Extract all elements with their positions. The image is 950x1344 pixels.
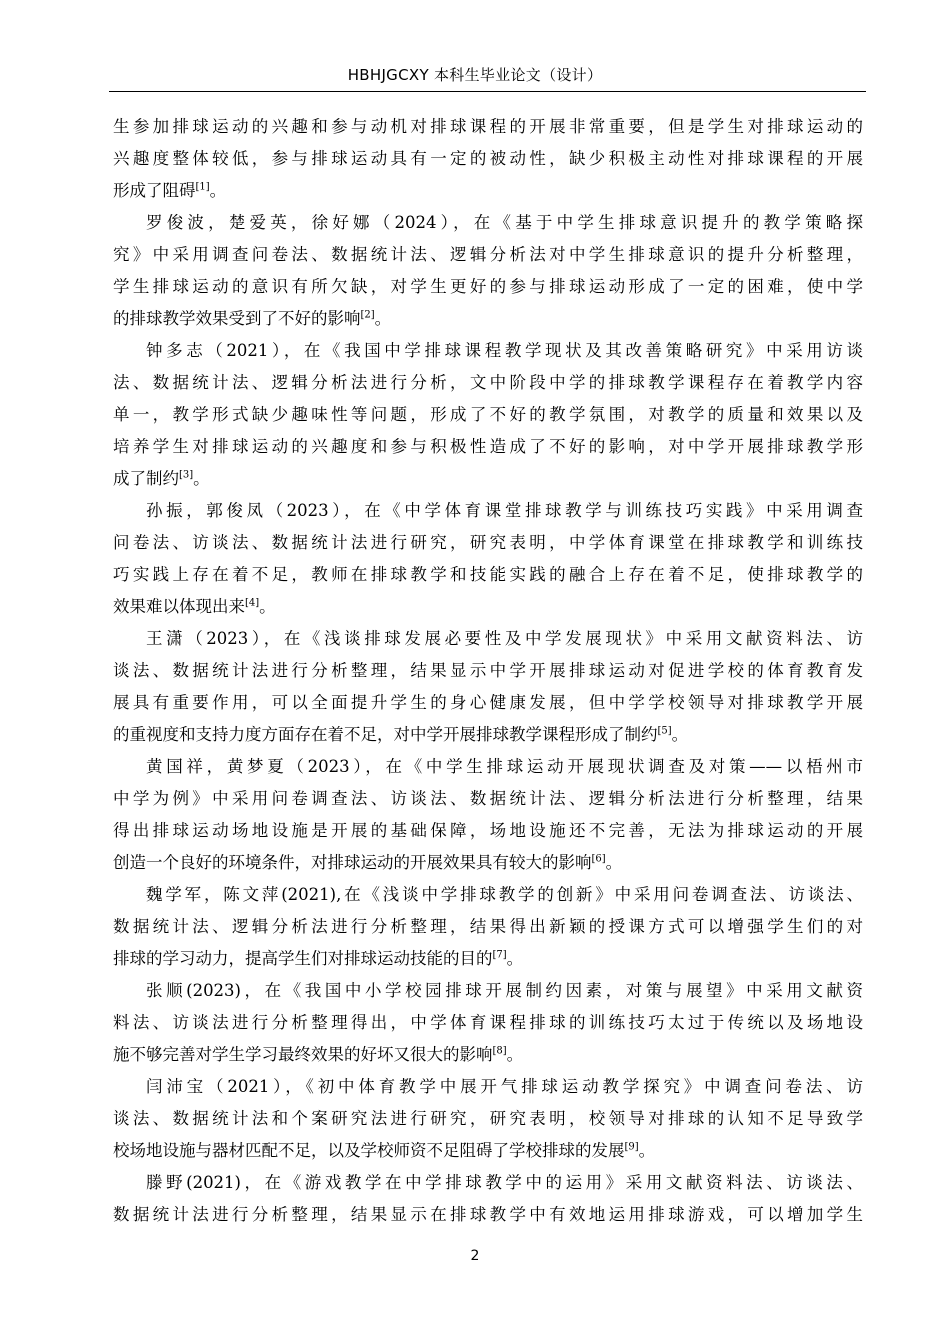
text-line: [113, 847, 863, 879]
text-line: [113, 111, 863, 143]
line-text: 得出排球运动场地设施是开展的基础保障，场地设施还不完善，无法为排球运动的开展: [113, 821, 863, 840]
text-line: [113, 303, 863, 335]
line-text: 王潇（2023），在《浅谈排球发展必要性及中学发展现状》中采用文献资料法、访: [146, 629, 863, 648]
line-end-punct: 。: [605, 853, 623, 872]
line-text: 效果难以体现出来: [113, 597, 245, 616]
citation-ref: [1]: [195, 181, 210, 193]
text-line: [113, 495, 863, 527]
text-line: [113, 1135, 863, 1167]
text-line: [113, 591, 863, 623]
line-text: 的排球教学效果受到了不好的影响: [113, 309, 361, 328]
text-line: [113, 783, 863, 815]
line-text: 校场地设施与器材匹配不足，以及学校师资不足阻碍了学校排球的发展: [113, 1141, 625, 1160]
line-text: 数据统计法进行分析整理，结果显示在排球教学中有效地运用排球游戏，可以增加学生: [113, 1205, 863, 1224]
line-text: 的重视度和支持力度方面存在着不足，对中学开展排球教学课程形成了制约: [113, 725, 658, 744]
paragraph: [113, 207, 863, 335]
page-header: HBHJGCXY 本科生毕业论文（设计）: [347, 66, 603, 84]
text-line: [113, 143, 863, 175]
line-end-punct: 。: [374, 309, 392, 328]
citation-ref: [6]: [591, 853, 606, 865]
line-text: 闫沛宝（2021），《初中体育教学中展开气排球运动教学探究》中调查问卷法、访: [146, 1077, 863, 1096]
citation-ref: [8]: [492, 1045, 507, 1057]
line-text: 巧实践上存在着不足，教师在排球教学和技能实践的融合上存在着不足，使排球教学的: [113, 565, 863, 584]
citation-ref: [5]: [657, 725, 672, 737]
text-line: [113, 239, 863, 271]
line-text: 张顺(2023)，在《我国中小学校园排球开展制约因素，对策与展望》中采用文献资: [146, 981, 863, 1000]
text-line: [113, 399, 863, 431]
paragraph: [113, 1071, 863, 1167]
line-end-punct: 。: [259, 597, 276, 616]
paragraph: [113, 1167, 863, 1231]
line-text: 展具有重要作用，可以全面提升学生的身心健康发展，但中学学校领导对排球教学开展: [113, 693, 863, 712]
paragraph: [113, 623, 863, 751]
line-end-punct: 。: [638, 1141, 656, 1160]
line-text: 培养学生对排球运动的兴趣度和参与积极性造成了不好的影响，对中学开展排球教学形: [113, 437, 863, 456]
text-line: [113, 879, 863, 911]
line-text: 罗俊波，楚爱英，徐好娜（2024），在《基于中学生排球意识提升的教学策略探: [146, 213, 863, 232]
text-line: [113, 975, 863, 1007]
text-line: [113, 1199, 863, 1231]
line-text: 滕野(2021)，在《游戏教学在中学排球教学中的运用》采用文献资料法、访谈法、: [146, 1173, 863, 1192]
line-text: 施不够完善对学生学习最终效果的好坏又很大的影响: [113, 1045, 493, 1064]
document-body: [113, 111, 863, 1231]
citation-ref: [4]: [245, 597, 260, 609]
line-text: 数据统计法、逻辑分析法进行分析整理，结果得出新颖的授课方式可以增强学生们的对: [113, 917, 863, 936]
text-line: [113, 687, 863, 719]
text-line: [113, 335, 863, 367]
paragraph: [113, 111, 863, 207]
line-end-punct: 。: [671, 725, 689, 744]
text-line: [113, 559, 863, 591]
paragraph: [113, 335, 863, 495]
citation-ref: [3]: [179, 469, 194, 481]
text-line: [113, 1071, 863, 1103]
text-line: [113, 815, 863, 847]
line-text: 黄国祥，黄梦夏（2023），在《中学生排球运动开展现状调查及对策——以梧州市: [146, 757, 863, 776]
line-text: 钟多志（2021），在《我国中学排球课程教学现状及其改善策略研究》中采用访谈: [146, 341, 863, 360]
line-text: 学生排球运动的意识有所欠缺，对学生更好的参与排球运动形成了一定的困难，使中学: [113, 277, 863, 296]
line-end-punct: 。: [209, 181, 227, 200]
text-line: [113, 271, 863, 303]
line-text: 排球的学习动力，提高学生们对排球运动技能的目的: [113, 949, 493, 968]
text-line: [113, 911, 863, 943]
text-line: [113, 1039, 863, 1071]
text-line: [113, 751, 863, 783]
text-line: [113, 463, 863, 495]
text-line: [113, 623, 863, 655]
paragraph: [113, 751, 863, 879]
line-text: 谈法、数据统计法和个案研究法进行研究，研究表明，校领导对排球的认知不足导致学: [113, 1109, 863, 1128]
text-line: [113, 207, 863, 239]
text-line: [113, 719, 863, 751]
line-text: 单一，教学形式缺少趣味性等问题，形成了不好的教学氛围，对教学的质量和效果以及: [113, 405, 863, 424]
line-text: 料法、访谈法进行分析整理得出，中学体育课程排球的训练技巧太过于传统以及场地设: [113, 1013, 863, 1032]
line-text: 中学为例》中采用问卷调查法、访谈法、数据统计法、逻辑分析法进行分析整理，结果: [113, 789, 863, 808]
paragraph: [113, 975, 863, 1071]
line-text: 谈法、数据统计法进行分析整理，结果显示中学开展排球运动对促进学校的体育教育发: [113, 661, 863, 680]
text-line: [113, 431, 863, 463]
text-line: [113, 175, 863, 207]
line-end-punct: 。: [506, 1045, 524, 1064]
text-line: [113, 527, 863, 559]
line-text: 生参加排球运动的兴趣和参与动机对排球课程的开展非常重要，但是学生对排球运动的: [113, 117, 863, 136]
line-text: 魏学军，陈文萍(2021),在《浅谈中学排球教学的创新》中采用问卷调查法、访谈法、: [146, 885, 863, 904]
line-text: 孙振，郭俊凤（2023），在《中学体育课堂排球教学与训练技巧实践》中采用调查: [146, 501, 863, 520]
line-text: 形成了阻碍: [113, 181, 196, 200]
line-text: 问卷法、访谈法、数据统计法进行研究，研究表明，中学体育课堂在排球教学和训练技: [113, 533, 863, 552]
line-text: 成了制约: [113, 469, 179, 488]
text-line: [113, 943, 863, 975]
text-line: [113, 655, 863, 687]
line-end-punct: 。: [506, 949, 524, 968]
paragraph: [113, 879, 863, 975]
text-line: [113, 1167, 863, 1199]
line-end-punct: 。: [193, 469, 210, 488]
text-line: [113, 1103, 863, 1135]
line-text: 创造一个良好的环境条件，对排球运动的开展效果具有较大的影响: [113, 853, 592, 872]
text-line: [113, 367, 863, 399]
citation-ref: [7]: [492, 949, 507, 961]
citation-ref: [2]: [360, 309, 375, 321]
citation-ref: [9]: [624, 1141, 639, 1153]
page-number: 2: [470, 1248, 480, 1264]
line-text: 法、数据统计法、逻辑分析法进行分析，文中阶段中学的排球教学课程存在着教学内容: [113, 373, 863, 392]
paragraph: [113, 495, 863, 623]
line-text: 兴趣度整体较低，参与排球运动具有一定的被动性，缺少积极主动性对排球课程的开展: [113, 149, 863, 168]
header-rule: [109, 91, 866, 92]
line-text: 究》中采用调查问卷法、数据统计法、逻辑分析法对中学生排球意识的提升分析整理，: [113, 245, 863, 264]
text-line: [113, 1007, 863, 1039]
